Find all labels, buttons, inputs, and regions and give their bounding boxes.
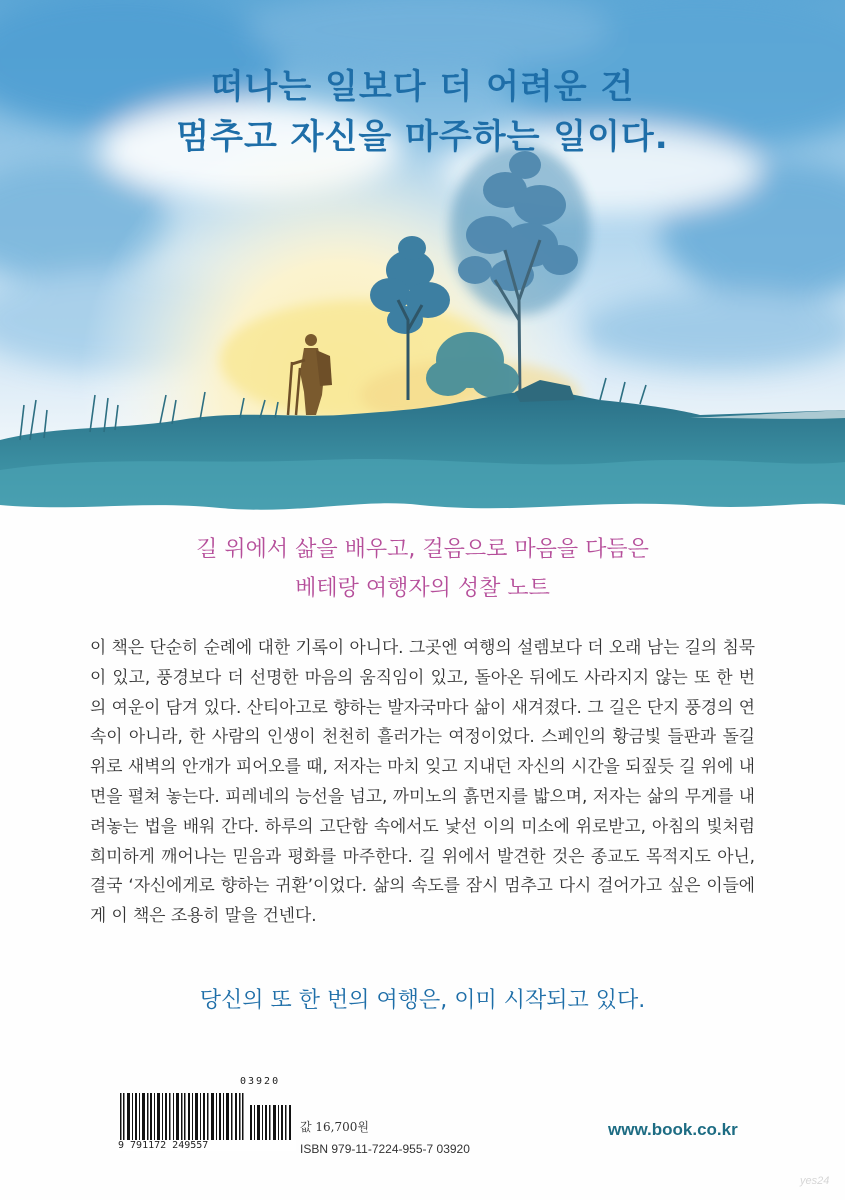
subtitle-line-2: 베테랑 여행자의 성찰 노트 — [295, 576, 550, 601]
cover-subtitle — [0, 530, 845, 608]
watermark: yes24 — [800, 1175, 830, 1187]
book-description: 이 책은 단순히 순례에 대한 기록이 아니다. 그곳엔 여행의 설렘보다 더 오래 남는 길의 침묵이 있고, 풍경보다 더 선명한 마음의 움직임이 있고, 돌아온 뒤에도 사라지지 않는 또 한 번의 여운이 담겨 있다. 산티아고로 향하는 발자국마다 삶이 새겨졌다. 그 길은 단지 풍경의 연속이 아니라, 한 사람의 인생이 천천히 흘러가는 여정이었다. 스페인의 황금빛 들판과 돌길 위로 새벽의 안개가 피어오를 때, 저자는 마치 잊고 지내던 자신의 시간을 되짚듯 길 위에 내면을 펼쳐 놓는다. 피레네의 능선을 넘고, 까미노의 흙먼지를 밟으며, 저자는 삶의 무게를 내려놓는 법을 배워 간다. 하루의 고단함 속에서도 낯선 이의 미소에 위로받고, 아침의 빛처럼 희미하게 깨어나는 믿음과 평화를 마주한다. 길 위에서 발견한 것은 종교도 목적지도 아닌, 결국 ‘자신에게로 향하는 귀환’이었다. 삶의 속도를 잠시 멈추고 다시 걸어가고 싶은 이들에게 이 책은 조용히 말을 건넨다. — [90, 637, 755, 926]
cover-headline — [0, 62, 845, 162]
barcode-addon-code: 03920 — [240, 1076, 281, 1087]
subtitle-line-1: 길 위에서 삶을 배우고, 걸음으로 마음을 다듬은 — [196, 537, 649, 562]
publisher-website-link[interactable]: www.book.co.kr — [608, 1120, 738, 1139]
barcode-number: 9 791172 249557 — [118, 1140, 296, 1151]
headline-line-2: 멈추고 자신을 마주하는 일이다. — [176, 117, 669, 157]
headline-line-1: 떠나는 일보다 더 어려운 건 — [210, 67, 635, 107]
isbn-label: ISBN 979-11-7224-955-7 03920 — [300, 1142, 470, 1156]
closing-tagline: 당신의 또 한 번의 여행은, 이미 시작되고 있다. — [199, 988, 646, 1013]
price-label: 값 16,700원 — [300, 1120, 369, 1134]
